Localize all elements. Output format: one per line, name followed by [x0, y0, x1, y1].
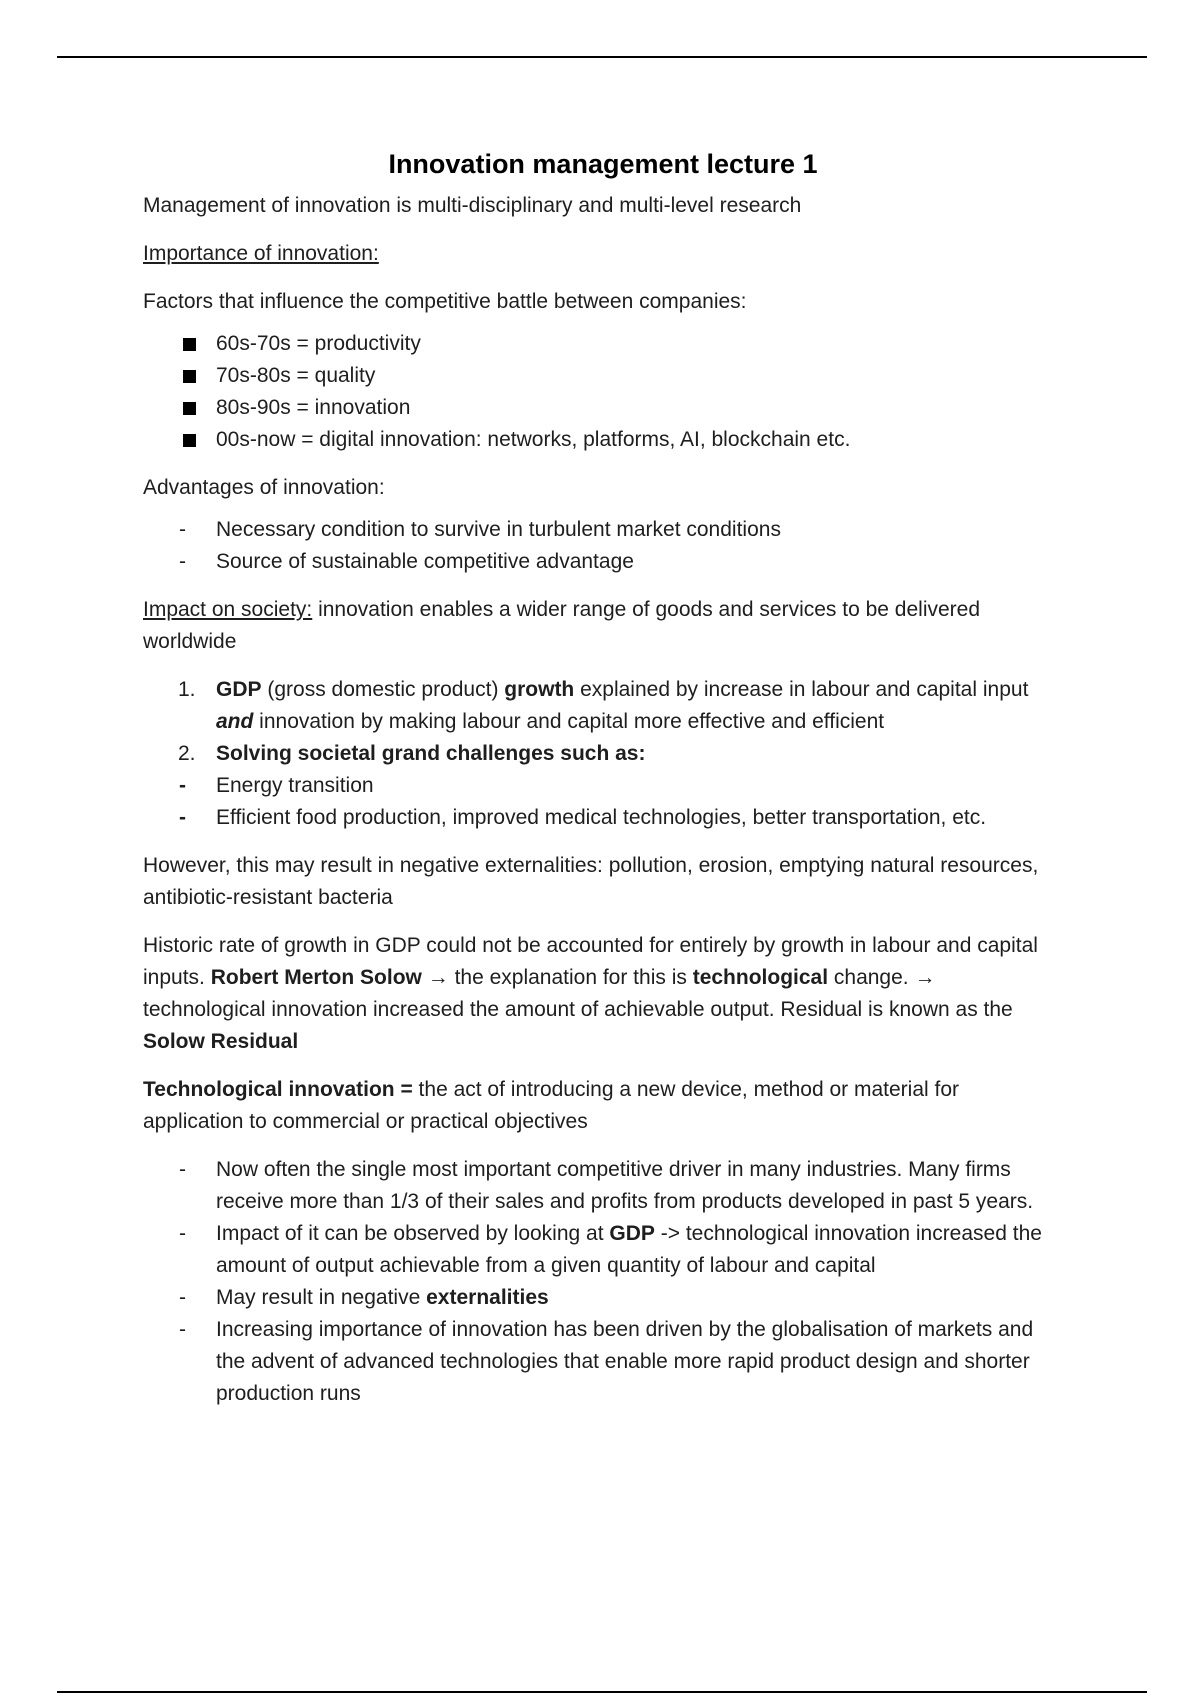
advantages-label: Advantages of innovation: — [143, 476, 385, 499]
square-bullet-icon — [183, 402, 196, 415]
historic-paragraph: Historic rate of growth in GDP could not be accounted for entirely by growth in labour and capital inputs. Robert Merton Solow → the explanation for this is technological change. → technological innovation increased the amount of achievable output. Residual is known as the Solow Residual — [143, 934, 1038, 1053]
list-item: - Increasing importance of innovation has been driven by the globalisation of markets and the advent of advanced technologies that enable more rapid product design and shorter production runs — [179, 1318, 1034, 1405]
importance-heading: Importance of innovation: — [143, 242, 379, 265]
list-item: 80s-90s = innovation — [143, 392, 1063, 424]
document-page — [143, 146, 1063, 1426]
header-rule — [57, 56, 1147, 58]
definition-paragraph: Technological innovation = the act of introducing a new device, method or material for application to commercial or practical objectives — [143, 1078, 960, 1133]
however-paragraph: However, this may result in negative externalities: pollution, erosion, emptying natural resources, antibiotic-resistant bacteria — [143, 854, 1039, 909]
list-item: - Necessary condition to survive in turbulent market conditions — [179, 518, 781, 541]
square-bullet-icon — [183, 338, 196, 351]
list-item: - Impact of it can be observed by looking at GDP -> technological innovation increased the amount of output achievable from a given quantity of labour and capital — [179, 1222, 1042, 1277]
challenges-list — [143, 770, 1063, 834]
intro-paragraph: Management of innovation is multi-disciplinary and multi-level research — [143, 194, 802, 217]
list-item: - May result in negative externalities — [179, 1286, 549, 1309]
factors-label: Factors that influence the competitive battle between companies: — [143, 290, 747, 313]
footer-rule — [57, 1691, 1147, 1693]
definition-term: Technological innovation = — [143, 1078, 413, 1101]
list-item: - Source of sustainable competitive advantage — [179, 550, 634, 573]
points-list — [143, 1154, 1063, 1410]
page-title: Innovation management lecture 1 — [388, 149, 818, 179]
factors-list — [143, 328, 1063, 456]
impact-paragraph: Impact on society: innovation enables a wider range of goods and services to be delivered worldwide — [143, 598, 981, 653]
square-bullet-icon — [183, 434, 196, 447]
list-item: - Efficient food production, improved medical technologies, better transportation, etc. — [179, 806, 987, 829]
numbered-list — [143, 674, 1063, 770]
list-item: - Now often the single most important competitive driver in many industries. Many firms receive more than 1/3 of their sales and profits from products developed in past 5 years. — [179, 1158, 1034, 1213]
list-item: - Energy transition — [179, 774, 374, 797]
list-item: 00s-now = digital innovation: networks, platforms, AI, blockchain etc. — [143, 424, 1063, 456]
list-item: 70s-80s = quality — [143, 360, 1063, 392]
advantages-list — [143, 514, 1063, 578]
list-item: 60s-70s = productivity — [143, 328, 1063, 360]
list-item: 1. GDP (gross domestic product) growth explained by increase in labour and capital input and innovation by making labour and capital more effective and efficient — [178, 678, 1029, 733]
list-item: 2. Solving societal grand challenges such as: — [178, 742, 646, 765]
impact-heading: Impact on society: — [143, 598, 313, 621]
square-bullet-icon — [183, 370, 196, 383]
